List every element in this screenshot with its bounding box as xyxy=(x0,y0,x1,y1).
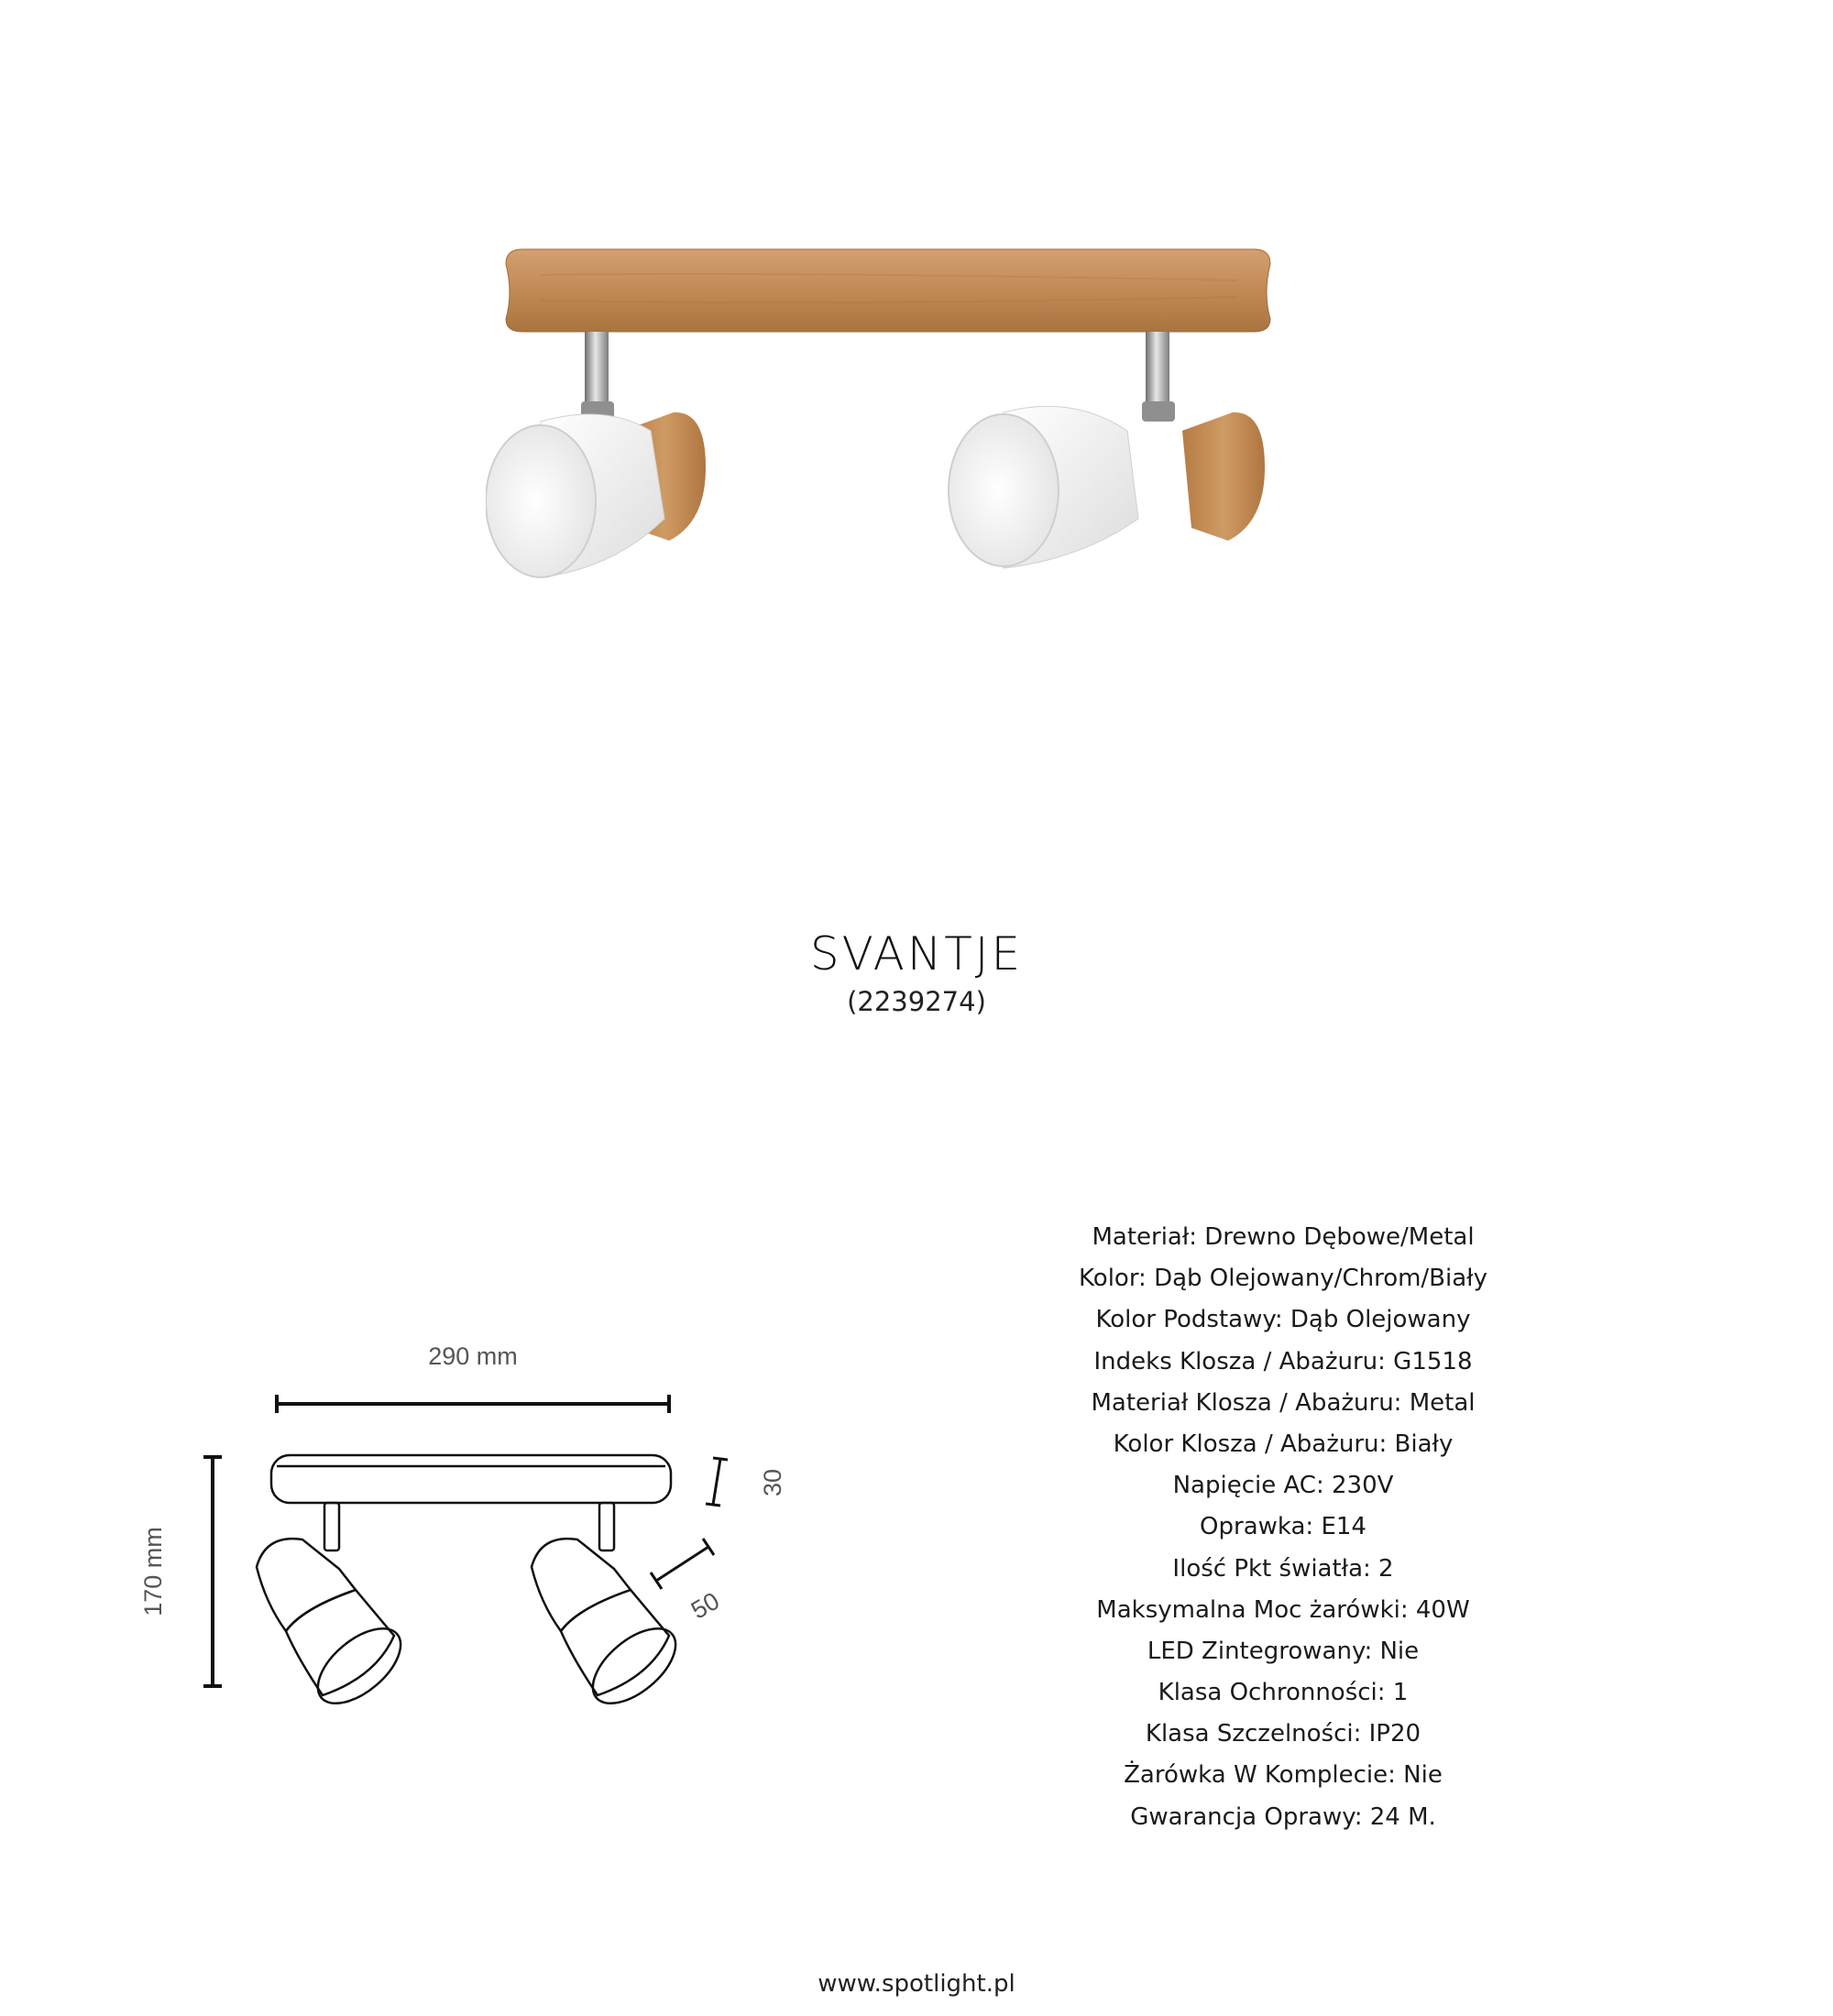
spec-item: Ilość Pkt światła: 2 xyxy=(1172,1554,1394,1583)
spec-item: Kolor: Dąb Olejowany/Chrom/Biały xyxy=(1079,1265,1487,1293)
drawing-base-outline xyxy=(271,1455,671,1503)
spec-list xyxy=(1008,1217,1558,1838)
depth-dimension-line xyxy=(651,1539,714,1589)
product-code: (2239274) xyxy=(847,986,986,1017)
spec-item: Napięcie AC: 230V xyxy=(1172,1472,1394,1500)
base-height-dimension-line xyxy=(706,1458,728,1506)
spec-item: Materiał Klosza / Abażuru: Metal xyxy=(1091,1388,1476,1417)
spec-item: Klasa Ochronności: 1 xyxy=(1158,1679,1409,1707)
drawing-lamp-right xyxy=(532,1503,688,1714)
spec-item: Klasa Szczelności: IP20 xyxy=(1145,1720,1421,1748)
spec-item: Maksymalna Moc żarówki: 40W xyxy=(1096,1595,1470,1624)
product-photo xyxy=(486,247,1283,669)
spec-item: Gwarancja Oprawy: 24 M. xyxy=(1130,1802,1436,1831)
footer-website-link[interactable]: www.spotlight.pl xyxy=(818,1970,1015,1998)
width-dimension-label: 290 mm xyxy=(428,1342,518,1370)
depth-dimension-label: 50 xyxy=(686,1586,725,1625)
product-name: SVANTJE xyxy=(809,927,1024,981)
height-dimension-label: 170 mm xyxy=(139,1527,167,1616)
spec-item: Kolor Klosza / Abażuru: Biały xyxy=(1113,1430,1454,1458)
spec-item: Indeks Klosza / Abażuru: G1518 xyxy=(1093,1347,1473,1375)
base-height-dimension-label: 30 xyxy=(759,1468,786,1497)
spotlight-right xyxy=(949,332,1265,568)
height-dimension-line xyxy=(203,1457,222,1686)
oak-base-bar xyxy=(506,249,1270,332)
spec-item: Materiał: Drewno Dębowe/Metal xyxy=(1092,1223,1475,1251)
spec-item: Żarówka W Komplecie: Nie xyxy=(1124,1761,1443,1790)
drawing-lamp-left xyxy=(257,1503,413,1714)
width-dimension-line xyxy=(277,1395,669,1413)
spec-item: Oprawka: E14 xyxy=(1200,1513,1367,1541)
spec-item: LED Zintegrowany: Nie xyxy=(1147,1637,1420,1665)
spotlight-left xyxy=(486,332,706,577)
technical-drawing xyxy=(128,1329,825,1714)
spec-item: Kolor Podstawy: Dąb Olejowany xyxy=(1095,1306,1471,1334)
